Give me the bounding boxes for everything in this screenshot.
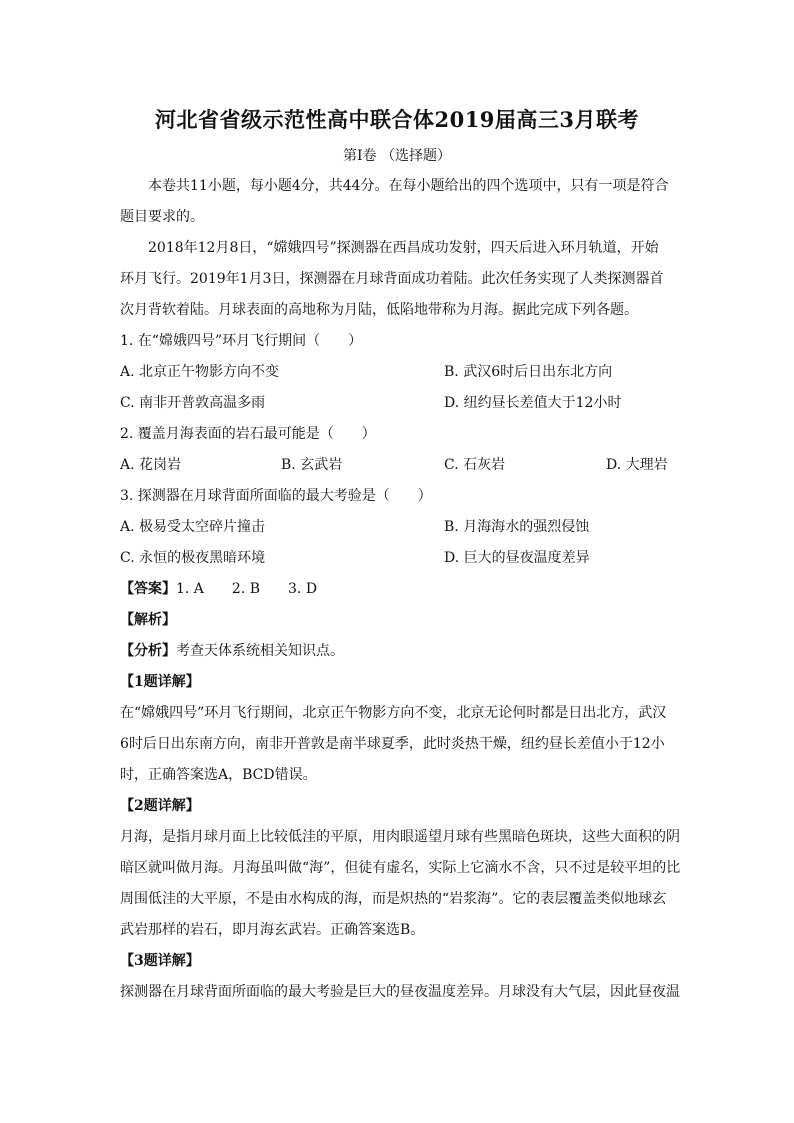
- q1-detail-line: 在“嫦娥四号”环月飞行期间，北京正午物影方向不变，北京无论何时都是日出北方，武汉: [120, 705, 667, 721]
- option: A. 北京正午物影方向不变: [120, 364, 280, 380]
- q1-detail-label: 【1题详解】: [120, 674, 200, 690]
- option: C. 南非开普敦高温多雨: [120, 395, 266, 411]
- q2-detail-line: 武岩那样的岩石，即月海玄武岩。正确答案选B。: [120, 922, 425, 938]
- q3-detail-label: 【3题详解】: [120, 953, 200, 969]
- q3-detail-line: 探测器在月球背面所面临的最大考验是巨大的昼夜温度差异。月球没有大气层，因此昼夜温: [120, 984, 680, 1000]
- option: D. 纽约昼长差值大于12小时: [444, 395, 622, 411]
- answer-label: 【答案】: [120, 581, 176, 597]
- passage-line: 次月背软着陆。月球表面的高地称为月陆，低陷地带称为月海。据此完成下列各题。: [120, 302, 638, 318]
- instructions-line: 题目要求的。: [120, 209, 204, 225]
- option: D. 巨大的昼夜温度差异: [444, 550, 590, 566]
- question-stem: 3. 探测器在月球背面所面临的最大考验是（ ）: [120, 488, 432, 504]
- option: C. 永恒的极夜黑暗环境: [120, 550, 266, 566]
- passage-line: 2018年12月8日，“嫦娥四号”探测器在西昌成功发射，四天后进入环月轨道，开始: [148, 240, 659, 256]
- option: B. 玄武岩: [281, 457, 343, 473]
- page-title: 河北省省级示范性高中联合体2019届高三3月联考: [154, 107, 640, 132]
- q2-detail-line: 周围低洼的大平原，不是由水构成的海，而是炽热的“岩浆海”。它的表层覆盖类似地球玄: [120, 891, 667, 907]
- q2-detail-line: 月海，是指月球月面上比较低洼的平原，用肉眼遥望月球有些黑暗色斑块，这些大面积的阴: [120, 829, 680, 845]
- option: B. 武汉6时后日出东北方向: [444, 364, 613, 380]
- q1-detail-line: 时，正确答案选A，BCD错误。: [120, 767, 317, 783]
- fenxi-label: 【分析】: [120, 643, 176, 659]
- q2-detail-label: 【2题详解】: [120, 798, 200, 814]
- passage-line: 环月飞行。2019年1月3日，探测器在月球背面成功着陆。此次任务实现了人类探测器首: [120, 271, 664, 287]
- fenxi-text: 考查天体系统相关知识点。: [176, 643, 344, 659]
- answer-line: [120, 579, 676, 599]
- fenxi-line: [120, 641, 676, 661]
- question-stem: 2. 覆盖月海表面的岩石最可能是（ ）: [120, 426, 376, 442]
- option: A. 极易受太空碎片撞击: [120, 519, 266, 535]
- option: B. 月海海水的强烈侵蚀: [444, 519, 590, 535]
- instructions-line: 本卷共11小题，每小题4分，共44分。在每小题给出的四个选项中，只有一项是符合: [148, 178, 669, 194]
- q1-detail-line: 6时后日出东南方向，南非开普敦是南半球夏季，此时炎热干燥，纽约昼长差值小于12小: [120, 736, 665, 752]
- answer-values: 1. A 2. B 3. D: [176, 581, 318, 597]
- option: D. 大理岩: [606, 457, 668, 473]
- option: C. 石灰岩: [444, 457, 506, 473]
- option: A. 花岗岩: [120, 457, 182, 473]
- question-stem: 1. 在“嫦娥四号”环月飞行期间（ ）: [120, 333, 363, 349]
- section-subtitle: 第I卷 （选择题）: [343, 148, 451, 164]
- analysis-label: 【解析】: [120, 612, 176, 628]
- q2-detail-line: 暗区就叫做月海。月海虽叫做“海”，但徒有虚名，实际上它滴水不含，只不过是较平坦的比: [120, 860, 681, 876]
